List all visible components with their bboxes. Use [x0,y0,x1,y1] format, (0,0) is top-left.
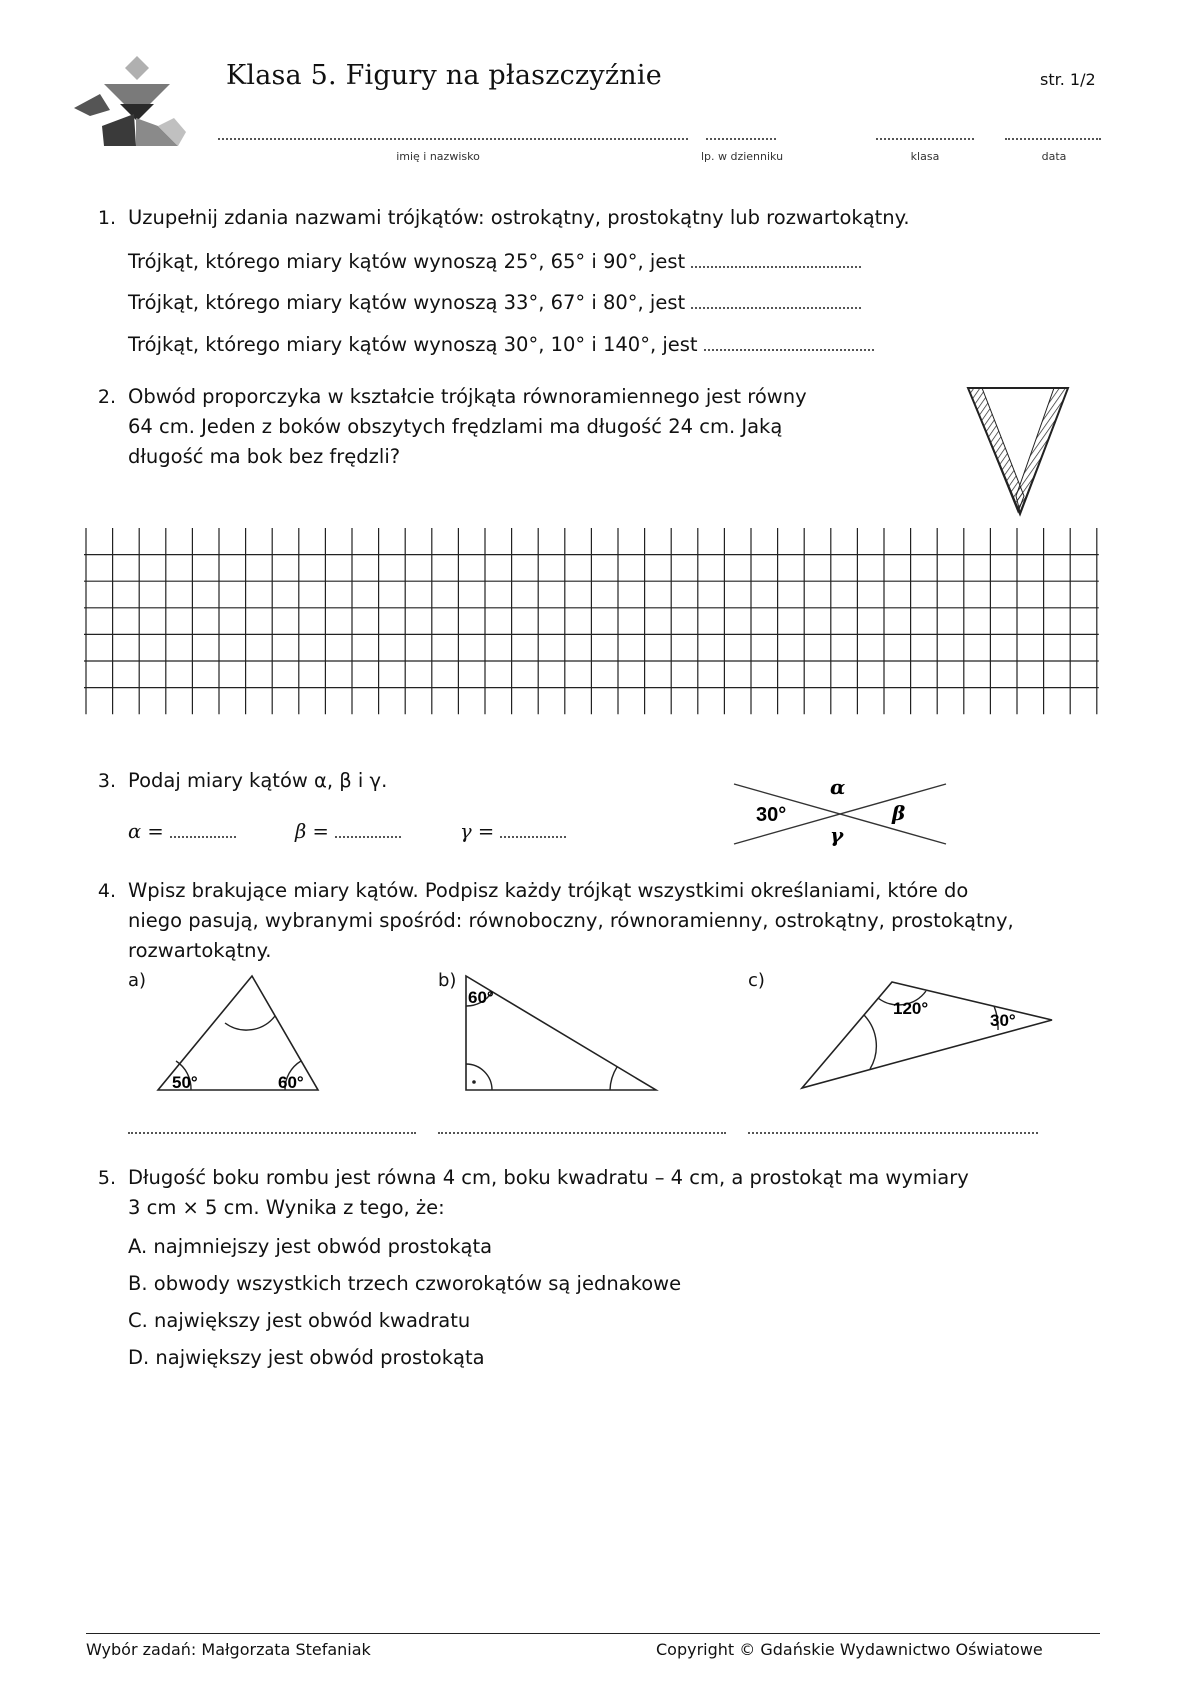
answer-1a-field[interactable] [691,252,861,268]
question-1-line-3-text: Trójkąt, którego miary kątów wynoszą 30°, 10° i 140°, jest [128,333,698,356]
option-b[interactable]: B. obwody wszystkich trzech czworokątów są jednakowe [128,1272,682,1295]
beta-answer [295,817,401,847]
triangle-b-angle-60-label: 60° [468,988,494,1007]
question-2-number: 2. [97,386,116,408]
register-number-field-line[interactable] [706,138,776,140]
question-1-line-2 [128,288,861,318]
name-field-line[interactable] [218,138,688,140]
triangle-b-figure [458,970,668,1098]
question-1-line-2-text: Trójkąt, którego miary kątów wynoszą 33°, 67° i 80°, jest [128,291,686,314]
triangle-a-angle-60-label: 60° [278,1073,304,1092]
logo-icon [74,56,186,146]
question-3-number: 3. [97,770,116,792]
triangle-a-figure [150,970,330,1098]
option-a[interactable]: A. najmniejszy jest obwód prostokąta [128,1235,493,1258]
option-c[interactable]: C. największy jest obwód kwadratu [128,1309,471,1332]
footer-author: Wybór zadań: Małgorzata Stefaniak [86,1640,371,1659]
question-5-line-2: 3 cm × 5 cm. Wynika z tego, że: [128,1196,445,1219]
alpha-answer-field[interactable] [170,822,236,838]
triangle-a-answer-field[interactable] [128,1132,416,1134]
question-1-number: 1. [97,207,116,229]
part-a-label: a) [128,970,147,991]
footer-copyright: Copyright © Gdańskie Wydawnictwo Oświatowe [656,1640,1043,1659]
triangle-c-figure [798,970,1060,1098]
question-1-line-1 [128,247,861,277]
question-4-number: 4. [97,880,116,902]
crossing-lines-figure [730,770,950,850]
angle-alpha-label: α [830,775,846,799]
question-4-line-1: Wpisz brakujące miary kątów. Podpisz każdy trójkąt wszystkimi określaniami, które do [128,879,969,902]
triangle-b-answer-field[interactable] [438,1132,726,1134]
gamma-answer [460,817,566,847]
option-d[interactable]: D. największy jest obwód prostokąta [128,1346,485,1369]
part-b-label: b) [438,970,457,991]
footer-divider [86,1633,1100,1634]
question-4-line-3: rozwartokątny. [128,939,272,962]
answer-1c-field[interactable] [704,335,874,351]
triangle-c-answer-field[interactable] [748,1132,1038,1134]
triangle-c-angle-120-label: 120° [893,999,929,1018]
answer-1b-field[interactable] [691,293,861,309]
part-c-label: c) [748,970,765,991]
class-field-line[interactable] [876,138,974,140]
class-field-label: klasa [910,150,940,163]
page-number: str. 1/2 [1040,70,1096,89]
gamma-answer-field[interactable] [500,822,566,838]
question-4-line-2: niego pasują, wybranymi spośród: równoboczny, równoramienny, ostrokątny, prostokątny, [128,909,1014,932]
pennant-figure [958,384,1074,520]
date-field-line[interactable] [1005,138,1101,140]
question-5-number: 5. [97,1167,116,1189]
alpha-answer-label: α = [128,820,164,843]
question-1-line-3 [128,330,874,360]
gamma-answer-label: γ = [460,820,495,843]
question-5-line-1: Długość boku rombu jest równa 4 cm, boku kwadratu – 4 cm, a prostokąt ma wymiary [128,1166,969,1189]
question-2-line-3: długość ma bok bez frędzli? [128,445,401,468]
question-2-line-1: Obwód proporczyka w kształcie trójkąta równoramiennego jest równy [128,385,807,408]
beta-answer-field[interactable] [335,822,401,838]
triangle-a-angle-50-label: 50° [172,1073,198,1092]
answer-grid[interactable] [84,526,1104,732]
page-title: Klasa 5. Figury na płaszczyźnie [226,60,662,91]
angle-gamma-label: γ [830,823,844,847]
question-1-text: Uzupełnij zdania nazwami trójkątów: ostrokątny, prostokątny lub rozwartokątny. [128,206,910,229]
angle-beta-label: β [892,801,906,825]
alpha-answer [128,817,236,847]
date-field-label: data [1041,150,1067,163]
name-field-label: imię i nazwisko [396,150,480,163]
register-number-field-label: lp. w dzienniku [700,150,784,163]
beta-answer-label: β = [295,820,329,843]
angle-30-label: 30° [756,804,787,826]
triangle-c-angle-30-label: 30° [990,1011,1016,1030]
question-2-line-2: 64 cm. Jeden z boków obszytych frędzlami ma długość 24 cm. Jaką [128,415,783,438]
question-3-text: Podaj miary kątów α, β i γ. [128,769,388,792]
question-1-line-1-text: Trójkąt, którego miary kątów wynoszą 25°, 65° i 90°, jest [128,250,686,273]
